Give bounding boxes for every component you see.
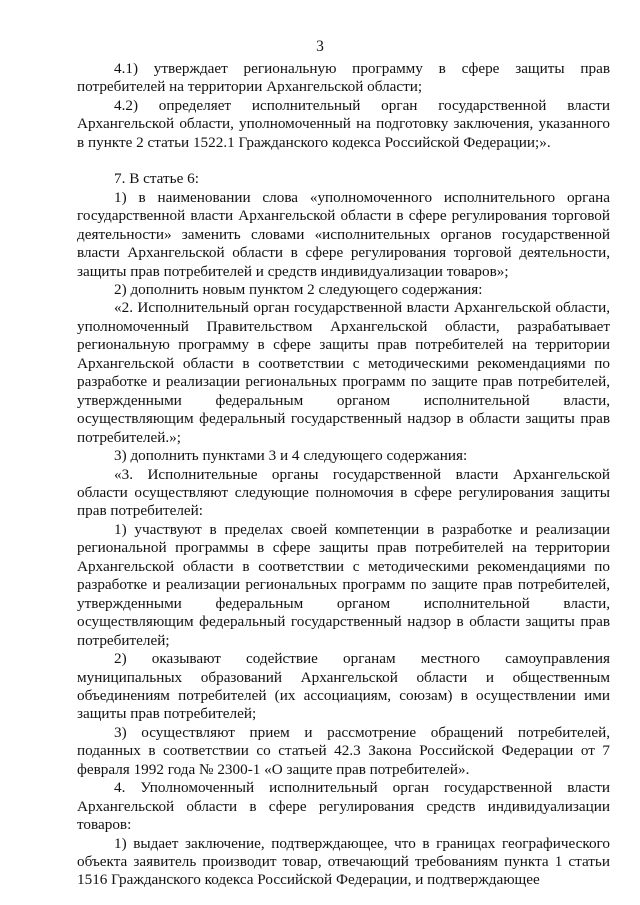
- paragraph-amendment-2: 2) дополнить новым пунктом 2 следующего содержания:: [114, 280, 483, 298]
- page-number: 3: [316, 38, 324, 55]
- paragraph-clause-3-item-2: 2) оказывают содействие органам местного самоуправления муниципальных образований Архангельской области и общественным объединениям потребителей (их ассоциациям, союзам) в осуществлении ими защиты прав потребителей;: [77, 650, 610, 723]
- paragraph-4-2: 4.2) определяет исполнительный орган государственной власти Архангельской области, уполномоченный на подготовку заключения, указанного в пункте 2 статьи 1522.1 Гражданского кодекса Российской Федерации;».: [77, 96, 610, 151]
- paragraph-4-1: 4.1) утверждает региональную программу в сфере защиты прав потребителей на территории Архангельской области;: [77, 60, 610, 96]
- paragraph-amendment-3: 3) дополнить пунктами 3 и 4 следующего содержания:: [114, 447, 468, 465]
- paragraph-clause-2: «2. Исполнительный орган государственной власти Архангельской области, уполномоченный Правительством Архангельской области, разрабатывает региональную программу в сфере защиты прав потребителей на территории Архангельской области в соответствии с методическими рекомендациями по разработке и реализации региональных программ по защите прав потребителей, утвержденными федеральным органом исполнительной власти, осуществляющим федеральный государственный надзор в области защиты прав потребителей.»;: [77, 299, 610, 446]
- paragraph-gap: [77, 152, 610, 170]
- document-body: [77, 60, 610, 890]
- paragraph-clause-4: 4. Уполномоченный исполнительный орган государственной власти Архангельской области в сфере регулирования средств индивидуализации товаров:: [77, 779, 610, 834]
- paragraph-clause-3-item-3: 3) осуществляют прием и рассмотрение обращений потребителей, поданных в соответствии со статьей 42.3 Закона Российской Федерации от 7 февраля 1992 года № 2300-1 «О защите прав потребителей».: [77, 723, 610, 778]
- paragraph-clause-3: «3. Исполнительные органы государственной власти Архангельской области осуществляют следующие полномочия в сфере регулирования защиты прав потребителей:: [77, 465, 610, 520]
- paragraph-clause-4-item-1: 1) выдает заключение, подтверждающее, что в границах географического объекта заявитель производит товар, отвечающий требованиям пункта 1 статьи 1516 Гражданского кодекса Российской Федерации, и подтверждающее: [77, 834, 610, 889]
- paragraph-article-6-heading: 7. В статье 6:: [114, 170, 199, 188]
- paragraph-clause-3-item-1: 1) участвуют в пределах своей компетенции в разработке и реализации региональной программы в сфере защиты прав потребителей на территории Архангельской области в соответствии с методическими рекомендациями по разработке и реализации региональных программ по защите прав потребителей, утвержденными федеральным органом исполнительной власти, осуществляющим федеральный государственный надзор в области защиты прав потребителей;: [77, 520, 610, 649]
- paragraph-amendment-1: 1) в наименовании слова «уполномоченного исполнительного органа государственной власти Архангельской области в сфере регулирования торговой деятельности» заменить словами «исполнительных органов государственной власти Архангельской области в сфере регулирования торговой деятельности, защиты прав потребителей и средств индивидуализации товаров»;: [77, 188, 610, 280]
